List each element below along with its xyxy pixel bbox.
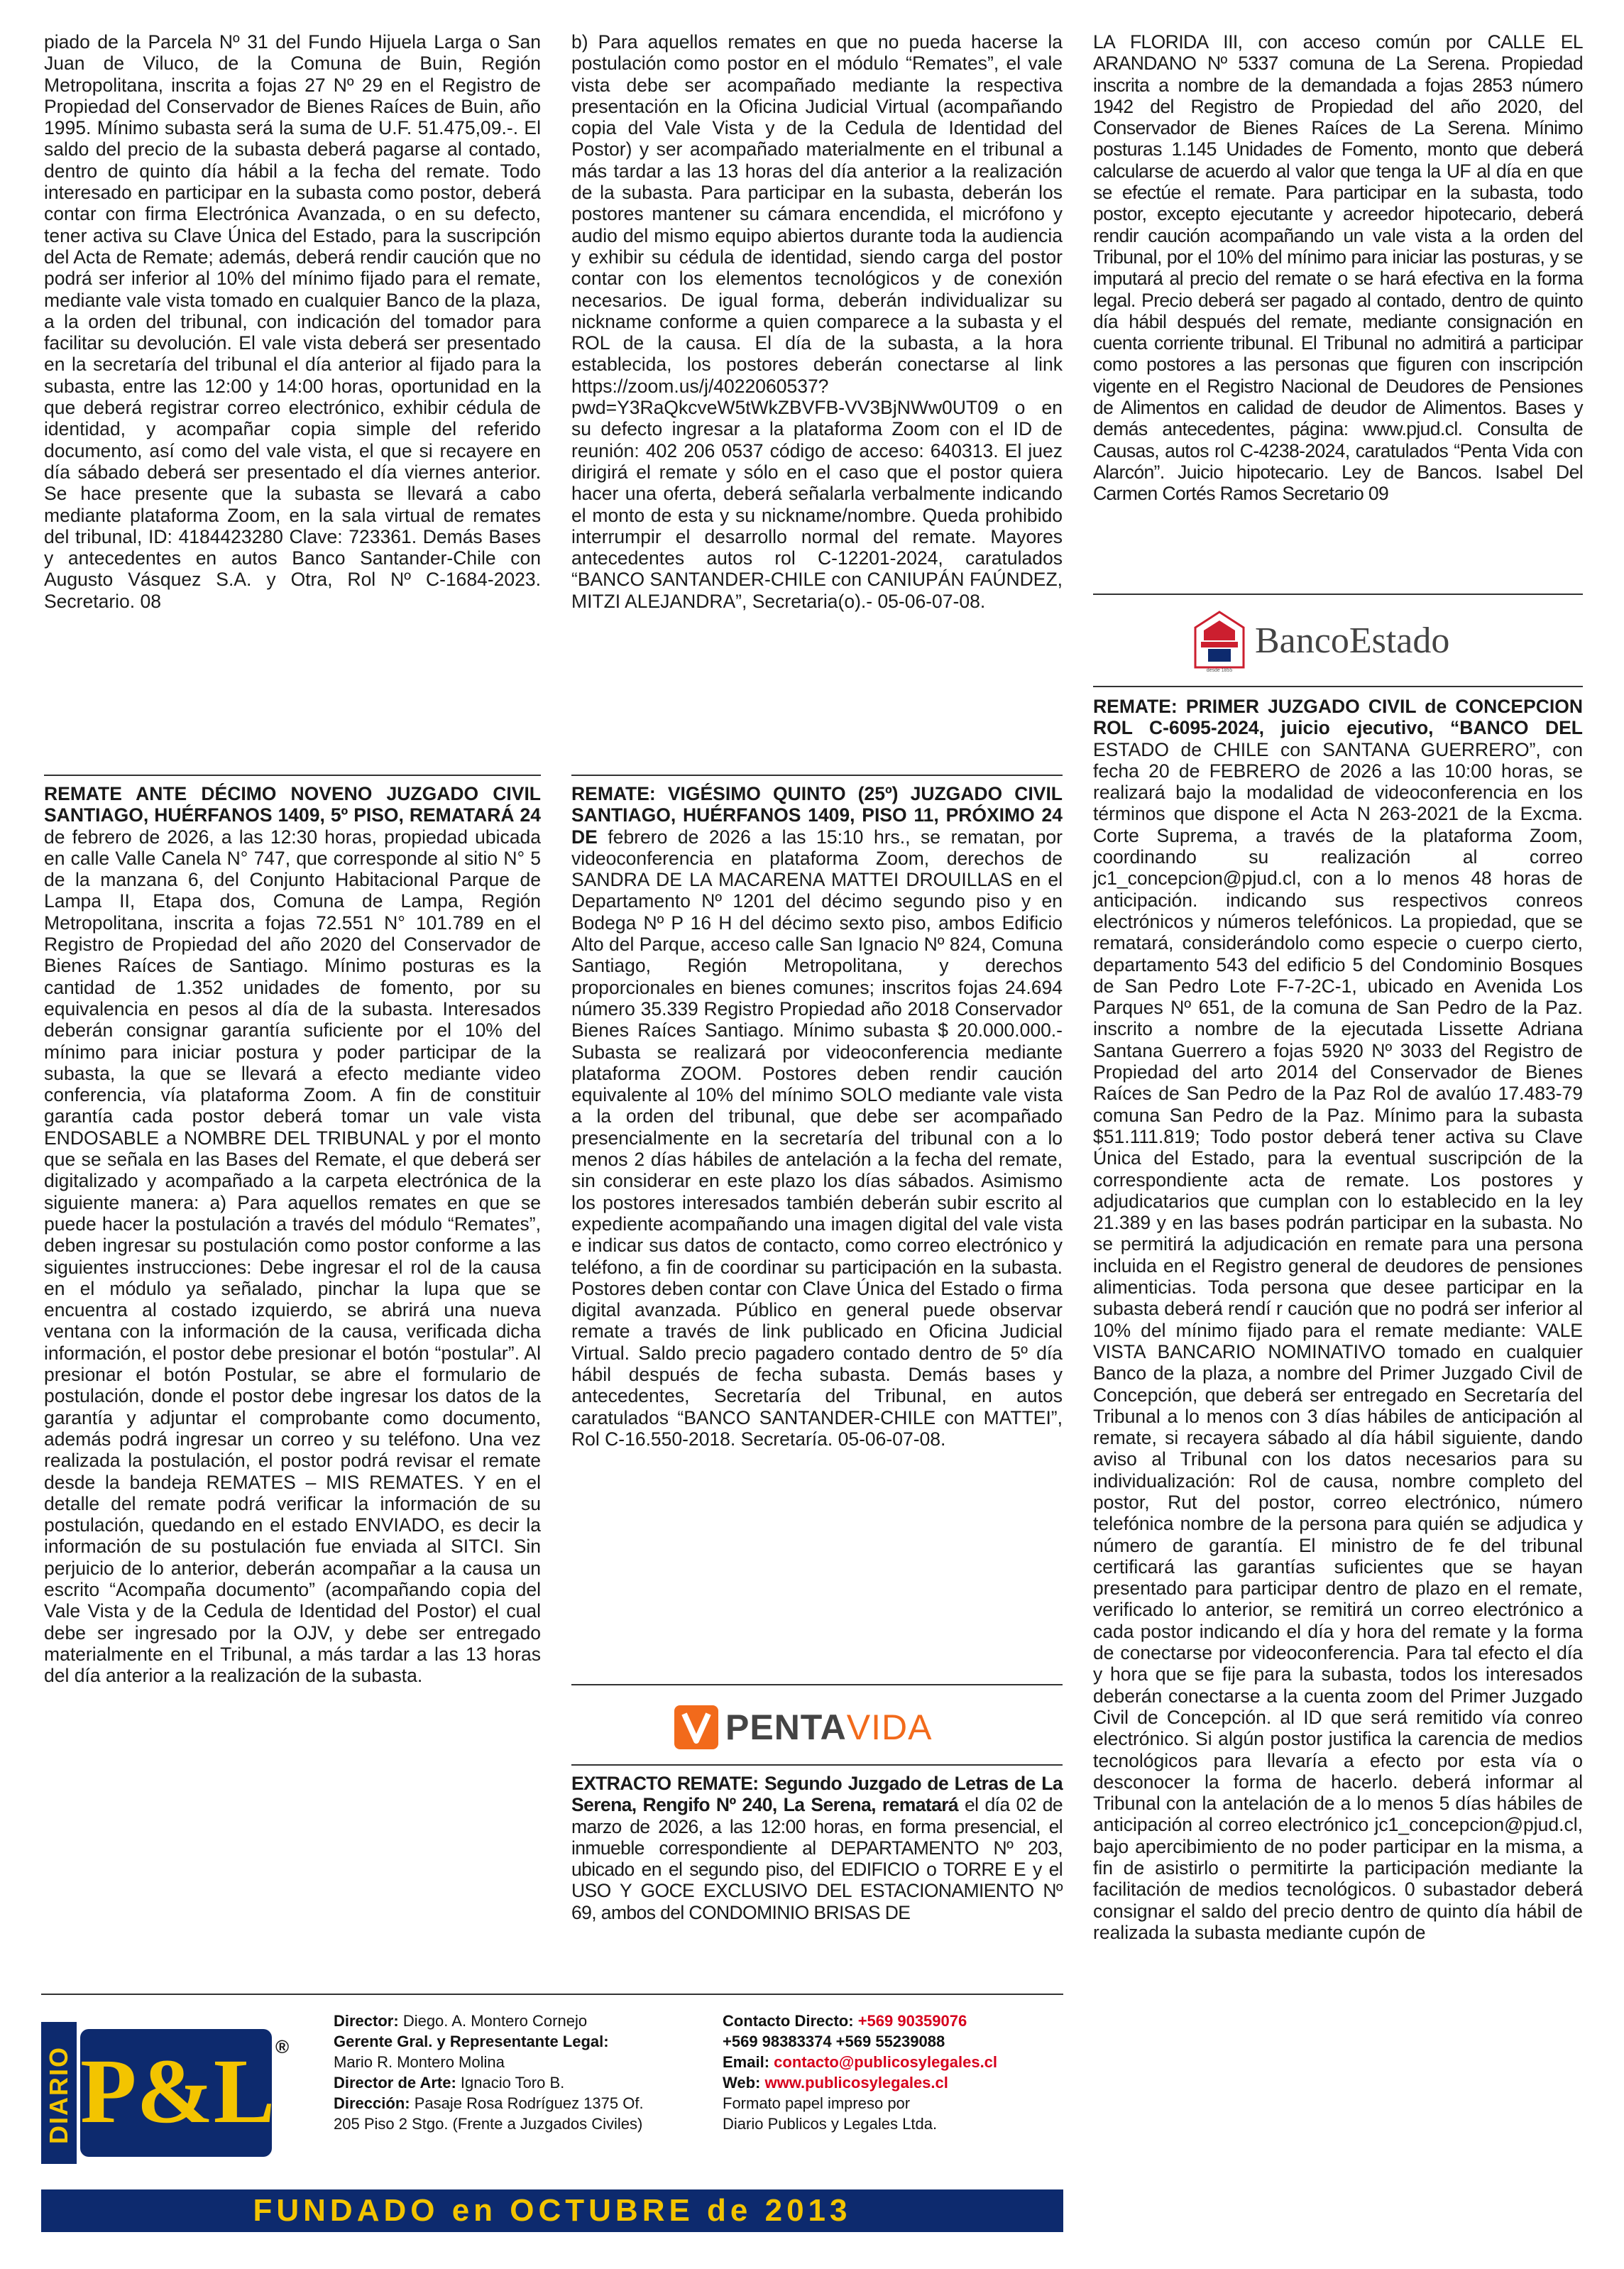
col3-paragraph-1: LA FLORIDA III, con acceso común por CALLE EL ARANDANO Nº 5337 comuna de La Serena. Propiedad inscrita a nombre de la demandada a fojas 2853 número 1942 del Registro de Propiedad del año 2020, del Conservador de Bienes Raíces de La Serena. Mínimo posturas 1.145 Unidades de Fomento, monto que deberá calcularse de acuerdo al valor que tenga la UF al día en que se efectúe el remate. Para participar en la subasta, todo postor, excepto ejecutante y acreedor hipotecario, deberá rendir caución acompañando un vale vista a la orden del Tribunal, por el 10% del mínimo para iniciar las posturas, y se imputará al precio del remate o se hará efectiva en la forma legal. Precio deberá ser pagado al contado, dentro de quinto día hábil después del remate, mediante consignación en cuenta corriente tribunal. El Tribunal no admitirá a participar como postores a las personas que figuren con inscripción vigente en el Registro Nacional de Deudores de Pensiones de Alimentos en calidad de deudor de Alimentos. Bases y demás antecedentes, página: www.pjud.cl. Consulta de Causas, autos rol C-4238-2024, caratulados “Penta Vida con Alarcón”. Juicio hipotecario. Ley de Bancos. Isabel Del Carmen Cortés Ramos Secretario 09 bbox=[1093, 31, 1583, 505]
arte-name: Ignacio Toro B. bbox=[460, 2074, 565, 2092]
pl-logo bbox=[41, 2022, 304, 2164]
founded-banner: FUNDADO en OCTUBRE de 2013 bbox=[41, 2189, 1063, 2232]
footer-divider bbox=[41, 1994, 1063, 1995]
divider bbox=[44, 775, 541, 776]
column-2-notice-2 bbox=[571, 783, 1063, 1450]
notice-heading: REMATE: PRIMER JUZGADO CIVIL de CONCEPCION ROL C-6095-2024, juicio ejecutivo, “BANCO DEL bbox=[1093, 696, 1583, 739]
email-link[interactable]: contacto@publicosylegales.cl bbox=[774, 2053, 998, 2071]
pentavida-icon bbox=[674, 1705, 718, 1749]
pl-logo-text: P&L bbox=[80, 2040, 275, 2143]
notice-heading: REMATE: VIGÉSIMO QUINTO (25º) JUZGADO CIVIL SANTIAGO, HUÉRFANOS 1409, PISO 11, PRÓXIMO 24 DE bbox=[571, 783, 1063, 848]
column-1-notice-2 bbox=[44, 783, 541, 1686]
contact-info: Contacto Directo: +569 90359076 +569 98383374 +569 55239088 Email: contacto@publicosylegales.cl Web: www.publicosylegales.cl Formato papel impreso por Diario Publicos y Legales Ltda. bbox=[723, 2011, 1063, 2134]
notice-heading: EXTRACTO REMATE: Segundo Juzgado de Letras de La Serena, Rengifo Nº 240, La Serena, rematará bbox=[571, 1773, 1063, 1816]
print-format-2: Diario Publicos y Legales Ltda. bbox=[723, 2115, 938, 2133]
notice-body: de febrero de 2026, a las 12:30 horas, propiedad ubicada en calle Valle Canela N° 747, que corresponde al sitio N° 5 de la manzana 6, del Conjunto Habitacional Parque de Lampa II, Etapa dos, Comuna de Lampa, Región Metropolitana, inscrita a fojas 72.551 N° 101.789 en el Registro de Propiedad del año 2020 del Conservador de Bienes Raíces de Santiago. Mínimo posturas es la cantidad de 1.352 unidades de fomento, por su equivalencia en pesos al día de la subasta. Interesados deberán consignar garantía suficiente por el 10% del mínimo para iniciar postura y poder participar de la subasta, la que se llevará a efecto mediante video conferencia, vía plataforma Zoom. A fin de constituir garantía cada postor deberá tomar un vale vista ENDOSABLE a NOMBRE DEL TRIBUNAL y por el monto que se señala en las Bases del Remate, el que deberá ser digitalizado y acompañado a la carpeta electrónica de la siguiente manera: a) Para aquellos remates en que se puede hacer la postulación a través del módulo “Remates”, deben ingresar su postulación como postor conforme a las siguientes instrucciones: Debe ingresar el rol de la causa en el módulo ya señalado, pinchar la lupa que se encuentra al costado izquierdo, se abrirá una nueva ventana con la información de la causa, verificada dicha información, el postor debe presionar el botón “postular”. Al presionar el botón Postular, se abre el formulario de postulación, donde el postor debe ingresar los datos de la garantía y adjuntar el comprobante como documento, además podrá ingresar un correo y su teléfono. Una vez realizada la postulación, el postor podrá revisar el remate desde la bandeja REMATES – MIS REMATES. Y en el detalle del remate podrá verificar la información de su postulación, quedando en el estado ENVIADO, es decir la información de su postulación fue enviada al SITCI. Sin perjuicio de lo anterior, deberán acompañar a la causa un escrito “Acompaña documento” (acompañando copia del Vale Vista y de la Cedula de Identidad del Postor) el cual debe ser ingresado por la OJV, y debe ser entregado materialmente en el Tribunal, a más tardar a las 13 horas del día anterior a la realización de la subasta. bbox=[44, 826, 541, 1687]
address-line-1: Pasaje Rosa Rodríguez 1375 Of. bbox=[414, 2094, 644, 2112]
pentavida-logo bbox=[674, 1704, 958, 1751]
notice-heading: REMATE ANTE DÉCIMO NOVENO JUZGADO CIVIL SANTIAGO, HUÉRFANOS 1409, 5º PISO, REMATARÁ 24 bbox=[44, 783, 541, 826]
gerente-name: Mario R. Montero Molina bbox=[334, 2053, 505, 2071]
notice-body: el día 02 de marzo de 2026, a las 12:00 horas, en forma presencial, el inmueble correspondiente al DEPARTAMENTO Nº 203, ubicado en el segundo piso, del EDIFICIO o TORRE E y el USO Y GOCE EXCLUSIVO DEL ESTACIONAMIENTO Nº 69, ambos del CONDOMINIO BRISAS DE bbox=[571, 1794, 1063, 1923]
col2-paragraph-1: b) Para aquellos remates en que no pueda hacerse la postulación como postor en el módulo “Remates”, el vale vista debe ser acompañado mediante la respectiva presentación en la Oficina Judicial Virtual (acompañando copia del Vale Vista y de la Cedula de Identidad del Postor) y ser acompañado materialmente en el tribunal a más tardar a las 13 horas del día anterior a la realización de la subasta. Para participar en la subasta, deberán los postores mantener su cámara encendida, el micrófono y audio del mismo equipo abiertos durante toda la audiencia y exhibir su cédula de identidad, siendo carga del postor contar con los elementos tecnológicos y de conexión necesarios. De igual forma, deberán individualizar su nickname conforme a quien comparece a la subasta y el ROL de la causa. El día de la subasta, a la hora establecida, los postores deberán conectarse al link https://zoom.us/j/4022060537?pwd=Y3RaQkcveW5tWkZBVFB-VV3BjNWw0UT09 o en su defecto ingresar a la plataforma Zoom con el ID de reunión: 402 206 0537 código de acceso: 640313. El juez dirigirá el remate y sólo en el caso que el postor quiera hacer una oferta, deberá señalarla verbalmente indicando el monto de esta y su nickname/nombre. Queda prohibido interrumpir el desarrollo normal del remate. Mayores antecedentes autos rol C-12201-2024, caratulados “BANCO SANTANDER-CHILE con CANIUPÁN FAÚNDEZ, MITZI ALEJANDRA”, Secretaria(o).- 05-06-07-08. bbox=[571, 31, 1063, 612]
column-2-notice-3 bbox=[571, 1773, 1063, 1923]
divider bbox=[571, 1684, 1063, 1685]
print-format-1: Formato papel impreso por bbox=[723, 2094, 911, 2112]
phone-main[interactable]: +569 90359076 bbox=[857, 2012, 967, 2030]
divider bbox=[1093, 686, 1583, 687]
divider bbox=[571, 1764, 1063, 1766]
diario-label: DIARIO bbox=[41, 2022, 77, 2164]
bancoestado-icon bbox=[1192, 609, 1246, 673]
column-1 bbox=[44, 31, 541, 612]
pentavida-wordmark-penta: PENTA bbox=[725, 1707, 847, 1747]
bancoestado-wordmark: BancoEstado bbox=[1255, 620, 1450, 661]
address-line-2: 205 Piso 2 Stgo. (Frente a Juzgados Civiles) bbox=[334, 2115, 643, 2133]
column-2 bbox=[571, 31, 1063, 612]
divider bbox=[571, 775, 1063, 776]
col1-paragraph-1: piado de la Parcela Nº 31 del Fundo Hijuela Larga o San Juan de Viluco, de la Comuna de Buin, Región Metropolitana, inscrita a fojas 27 Nº 29 en el Registro de Propiedad del Conservador de Bienes Raíces de Buin, año 1995. Mínimo subasta será la suma de U.F. 51.475,09.-. El saldo del precio de la subasta deberá pagarse al contado, dentro de quinto día hábil a la fecha del remate. Todo interesado en participar en la subasta como postor, deberá contar con firma Electrónica Avanzada, o en su defecto, tener activa su Clave Única del Estado, para la suscripción del Acta de Remate; además, deberá rendir caución que no podrá ser inferior al 10% del mínimo fijado para el remate, mediante vale vista tomado en cualquier Banco de la plaza, a la orden del tribunal, con indicación del tomador para facilitar su devolución. El vale vista deberá ser presentado en la secretaría del tribunal el día anterior al fijado para la subasta, entre las 12:00 y 14:00 horas, oportunidad en la que deberá registrar correo electrónico, exhibir cédula de identidad, y acompañar copia simple del referido documento, así como del vale vista, el que si recayere en día sábado deberá ser presentado el día viernes anterior. Se hace presente que la subasta se llevará a cabo mediante plataforma Zoom, en la sala virtual de remates del tribunal, ID: 4184423280 Clave: 723361. Demás Bases y antecedentes en autos Banco Santander-Chile con Augusto Vásquez S.A. y Otra, Rol Nº C-1684-2023. Secretario. 08 bbox=[44, 31, 541, 612]
staff-credits: Director: Diego. A. Montero Cornejo Gerente Gral. y Representante Legal: Mario R. Montero Molina Director de Arte: Ignacio Toro B. Dirección: Pasaje Rosa Rodríguez 1375 Of. 205 Piso 2 Stgo. (Frente a Juzgados Civiles) bbox=[334, 2011, 717, 2134]
masthead bbox=[41, 2006, 1063, 2184]
bancoestado-logo bbox=[1192, 607, 1483, 674]
web-link[interactable]: www.publicosylegales.cl bbox=[764, 2074, 948, 2092]
director-name: Diego. A. Montero Cornejo bbox=[402, 2012, 588, 2030]
registered-mark: ® bbox=[275, 2036, 290, 2057]
pentavida-wordmark-vida: VIDA bbox=[846, 1707, 933, 1747]
divider bbox=[1093, 594, 1583, 595]
notice-body: ESTADO de CHILE con SANTANA GUERRERO”, con fecha 20 de FEBRERO de 2026 a las 10:00 horas, se realizará bajo la modalidad de videoconferencia en los términos que dispone el Acta N 263-2021 de la Excma. Corte Suprema, a través de la plataforma Zoom, coordinando su realización al correo jc1_concepcion@pjud.cl, con a lo menos 48 horas de anticipación. indicando sus respectivos conreos electrónicos y números telefónicos. La propiedad, que se rematará, considerándolo como especie o cuerpo cierto, departamento 543 del edificio 5 del Condominio Bosques de San Pedro Lote F-7-2C-1, ubicado en Avenida Los Parques Nº 651, de la comuna de San Pedro de la Paz. inscrito a nombre de la ejecutada Lissette Adriana Santana Guerrero a fojas 5920 Nº 3033 del Registro de Propiedad del arto 2014 del Conservador de Bienes Raíces de San Pedro de la Paz Rol de avalúo 17.483-79 comuna San Pedro de la Paz. Mínimo para la subasta $51.111.819; Todo postor deberá tener activa su Clave Única del Estado, para la eventual suscripción de la correspondiente acta de remate. Los postores y adjudicatarios que cumplan con lo establecido en la ley 21.389 y en las bases podrán participar en la subasta. No se permitirá la adjudicación en remate para una persona incluida en el Registro general de deudores de pensiones alimenticias. Toda persona que desee participar en la subasta deberá rendí r caución que no podrá ser inferior al 10% del mínimo fijado para el remate mediante: VALE VISTA BANCARIO NOMINATIVO tomado en cualquier Banco de la plaza, a nombre del Primer Juzgado Civil de Concepción, que deberá ser entregado en Secretaría del Tribunal a lo menos con 3 días hábiles de anticipación al remate, si recayera sábado al día hábil siguiente, dando aviso al Tribunal con los datos necesarios para su individualización: Rol de causa, nombre completo del postor, Rut del postor, correo electrónico, número telefónica nombre de la persona para quién se adjudica y número de garantía. El ministro de fe del tribunal certificará las garantías suficientes que se hayan presentado para participar dentro de plazo en el remate, verificado lo anterior, se remitirá un correo electrónico a cada postor indicando el día y hora del remate y la forma de conectarse por videoconferencia. Para tal efecto el día y hora que se fije para la subasta, todos los interesados deberán conectarse a la cuenta zoom del Primer Juzgado Civil de Concepción. al ID que será remitido vía conreo electrónico. Si algún postor justifica la carencia de medios tecnológicos para llevaría a efecto por esta vía o desconocer la forma de hacerlo. deberá informar al Tribunal con la antelación de a lo menos 5 días hábiles de anticipación al correo electrónico jc1_concepcion@pjud.cl, bajo apercibimiento de no poder participar en la misma, a fin de asistirlo o permitirte la participación mediante la facilitación de medios tecnológicos. 0 subastador deberá consignar el saldo del precio dentro de quinto día hábil de realizada la subasta mediante cupón de bbox=[1093, 738, 1583, 1943]
pl-logo-box bbox=[80, 2029, 275, 2157]
notice-body: febrero de 2026 a las 15:10 hrs., se rematan, por videoconferencia en plataforma Zoom, derechos de SANDRA DE LA MACARENA MATTEI DROUILLAS en el Departamento Nº 1201 del décimo segundo piso y en Bodega Nº P 16 H del décimo sexto piso, ambos Edificio Alto del Parque, acceso calle San Ignacio Nº 824, Comuna Santiago, Región Metropolitana, y derechos proporcionales en bienes comunes; inscritos fojas 24.694 número 35.339 Registro Propiedad año 2018 Conservador Bienes Raíces Santiago. Mínimo subasta $ 20.000.000.- Subasta se realizará por videoconferencia mediante plataforma ZOOM. Postores deben rendir caución equivalente al 10% del mínimo SOLO mediante vale vista a la orden del tribunal, que debe ser acompañado presencialmente en la secretaría del tribunal con a lo menos 2 días hábiles de antelación a la fecha del remate, sin considerar en este plazo los días sábados. Asimismo los postores interesados también deberán subir escrito al expediente acompañando una imagen digital del vale vista e indicar sus datos de contacto, como correo electrónico y teléfono, a fin de coordinar su participación en la subasta. Postores deben contar con Clave Única del Estado o firma digital avanzada. Público en general puede observar remate a través de link publicado en Oficina Judicial Virtual. Saldo precio pagadero contado dentro de 5º día hábil después de fecha subasta. Demás bases y antecedentes, Secretaría del Tribunal, en autos caratulados “BANCO SANTANDER-CHILE con MATTEI”, Rol C-16.550-2018. Secretaría. 05-06-07-08. bbox=[571, 826, 1063, 1450]
column-3-notice-2 bbox=[1093, 696, 1583, 1943]
bancoestado-tagline: desde 1855 bbox=[1206, 667, 1233, 673]
column-3 bbox=[1093, 31, 1583, 505]
phones-secondary[interactable]: +569 98383374 +569 55239088 bbox=[723, 2033, 945, 2050]
